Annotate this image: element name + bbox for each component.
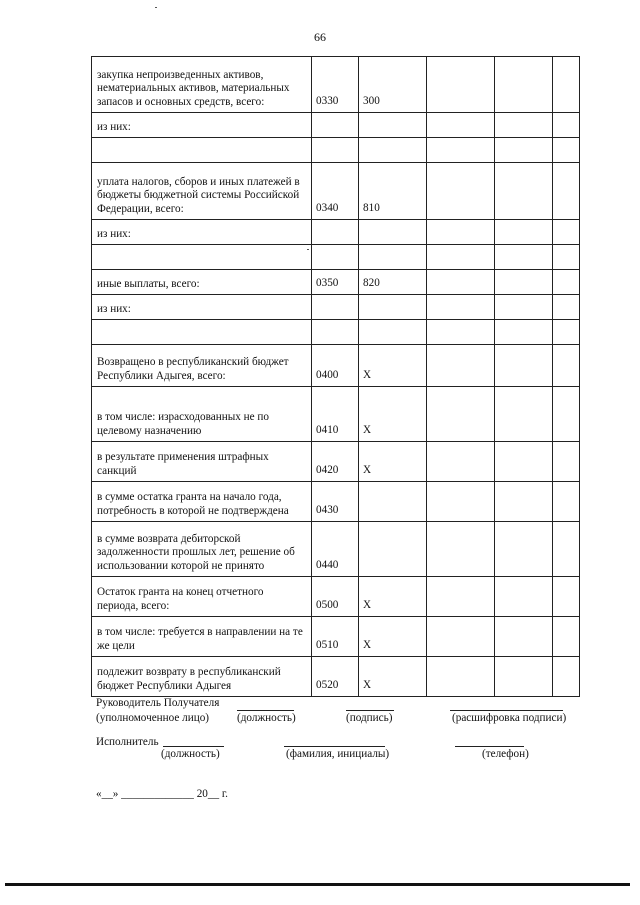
row-code: 0350	[312, 270, 359, 295]
empty-cell	[427, 577, 495, 617]
report-table	[91, 56, 580, 697]
row-code: 0520	[312, 657, 359, 697]
page-number: 66	[314, 30, 326, 44]
table-row	[92, 522, 580, 577]
empty-cell	[495, 163, 553, 220]
row-label: в результате применения штрафных санкций	[92, 442, 312, 482]
empty-cell	[553, 295, 580, 320]
table-row	[92, 245, 580, 270]
empty-cell	[495, 295, 553, 320]
empty-cell	[553, 113, 580, 138]
empty-cell	[427, 295, 495, 320]
empty-cell	[427, 113, 495, 138]
table-row	[92, 482, 580, 522]
empty-cell	[495, 220, 553, 245]
row-code	[312, 295, 359, 320]
row-value	[359, 220, 427, 245]
row-label	[92, 245, 312, 270]
empty-cell	[495, 320, 553, 345]
empty-cell	[427, 387, 495, 442]
table-row	[92, 617, 580, 657]
row-code: 0340	[312, 163, 359, 220]
row-label: из них:	[92, 220, 312, 245]
empty-cell	[495, 482, 553, 522]
row-code: 0420	[312, 442, 359, 482]
row-value: 300	[359, 57, 427, 113]
row-label: в сумме остатка гранта на начало года, потребность в которой не подтверждена	[92, 482, 312, 522]
executor-position-caption: (должность)	[161, 748, 220, 760]
signature-line	[346, 710, 394, 711]
empty-cell	[553, 617, 580, 657]
table-row	[92, 442, 580, 482]
row-label: из них:	[92, 113, 312, 138]
row-label: уплата налогов, сборов и иных платежей в бюджеты бюджетной системы Российской Федерации, всего:	[92, 163, 312, 220]
row-value: X	[359, 617, 427, 657]
table-row	[92, 295, 580, 320]
row-value	[359, 295, 427, 320]
table-row	[92, 163, 580, 220]
empty-cell	[553, 320, 580, 345]
row-code: 0440	[312, 522, 359, 577]
table-row	[92, 657, 580, 697]
signature-caption: (подпись)	[346, 712, 393, 724]
empty-cell	[427, 442, 495, 482]
row-code: 0500	[312, 577, 359, 617]
executor-phone-caption: (телефон)	[482, 748, 529, 760]
empty-cell	[553, 482, 580, 522]
row-label: в том числе: требуется в направлении на те же цели	[92, 617, 312, 657]
row-label	[92, 320, 312, 345]
row-code: 0430	[312, 482, 359, 522]
row-value: X	[359, 442, 427, 482]
row-label	[92, 138, 312, 163]
table-row	[92, 387, 580, 442]
empty-cell	[427, 270, 495, 295]
row-label: из них:	[92, 295, 312, 320]
row-value: X	[359, 657, 427, 697]
row-value: X	[359, 345, 427, 387]
empty-cell	[553, 345, 580, 387]
table-row	[92, 320, 580, 345]
row-code	[312, 245, 359, 270]
empty-cell	[495, 245, 553, 270]
row-label: Возвращено в республиканский бюджет Республики Адыгея, всего:	[92, 345, 312, 387]
table-row	[92, 577, 580, 617]
row-code: 0330	[312, 57, 359, 113]
empty-cell	[495, 617, 553, 657]
empty-cell	[495, 522, 553, 577]
empty-cell	[553, 522, 580, 577]
executor-name-line	[284, 746, 385, 747]
empty-cell	[495, 657, 553, 697]
empty-cell	[553, 138, 580, 163]
row-value	[359, 320, 427, 345]
empty-cell	[553, 163, 580, 220]
empty-cell	[553, 387, 580, 442]
row-label: подлежит возврату в республиканский бюджет Республики Адыгея	[92, 657, 312, 697]
empty-cell	[495, 270, 553, 295]
empty-cell	[495, 57, 553, 113]
empty-cell	[495, 387, 553, 442]
row-value	[359, 482, 427, 522]
executor-title: Исполнитель	[96, 736, 159, 748]
row-code	[312, 320, 359, 345]
decoding-line	[450, 710, 563, 711]
executor-name-caption: (фамилия, инициалы)	[286, 748, 390, 760]
table-row	[92, 57, 580, 113]
empty-cell	[427, 220, 495, 245]
table-row	[92, 270, 580, 295]
empty-cell	[495, 138, 553, 163]
empty-cell	[553, 270, 580, 295]
empty-cell	[553, 57, 580, 113]
empty-cell	[553, 577, 580, 617]
empty-cell	[427, 245, 495, 270]
row-value	[359, 113, 427, 138]
row-code	[312, 138, 359, 163]
empty-cell	[427, 617, 495, 657]
empty-cell	[495, 442, 553, 482]
executor-phone-line	[455, 746, 524, 747]
empty-cell	[553, 442, 580, 482]
row-label: в том числе: израсходованных не по целевому назначению	[92, 387, 312, 442]
row-value	[359, 138, 427, 163]
empty-cell	[553, 245, 580, 270]
position-line	[237, 710, 294, 711]
row-code: 0510	[312, 617, 359, 657]
head-subtitle: (уполномоченное лицо)	[96, 712, 210, 724]
position-caption: (должность)	[237, 712, 296, 724]
table-row	[92, 345, 580, 387]
scan-speck	[155, 7, 157, 8]
empty-cell	[427, 345, 495, 387]
empty-cell	[427, 57, 495, 113]
row-label: иные выплаты, всего:	[92, 270, 312, 295]
empty-cell	[427, 138, 495, 163]
date-line: «__» _____________ 20__ г.	[96, 788, 228, 800]
row-label: в сумме возврата дебиторской задолженности прошлых лет, решение об использовании которой не принято	[92, 522, 312, 577]
empty-cell	[427, 522, 495, 577]
table-row	[92, 113, 580, 138]
empty-cell	[427, 657, 495, 697]
row-code	[312, 220, 359, 245]
empty-cell	[495, 345, 553, 387]
row-code: 0400	[312, 345, 359, 387]
row-code	[312, 113, 359, 138]
empty-cell	[427, 163, 495, 220]
empty-cell	[495, 577, 553, 617]
head-title: Руководитель Получателя	[96, 697, 220, 709]
row-value	[359, 245, 427, 270]
row-label: закупка непроизведенных активов, нематериальных активов, материальных запасов и основных средств, всего:	[92, 57, 312, 113]
executor-position-line	[163, 746, 224, 747]
bottom-rule	[5, 883, 630, 886]
table-row	[92, 220, 580, 245]
row-value: 820	[359, 270, 427, 295]
row-value: X	[359, 387, 427, 442]
row-value	[359, 522, 427, 577]
empty-cell	[427, 320, 495, 345]
row-label: Остаток гранта на конец отчетного периода, всего:	[92, 577, 312, 617]
empty-cell	[553, 657, 580, 697]
empty-cell	[495, 113, 553, 138]
row-value: 810	[359, 163, 427, 220]
row-code: 0410	[312, 387, 359, 442]
row-value: X	[359, 577, 427, 617]
empty-cell	[427, 482, 495, 522]
empty-cell	[553, 220, 580, 245]
decoding-caption: (расшифровка подписи)	[452, 712, 567, 724]
table-row	[92, 138, 580, 163]
scan-speck	[307, 249, 309, 250]
